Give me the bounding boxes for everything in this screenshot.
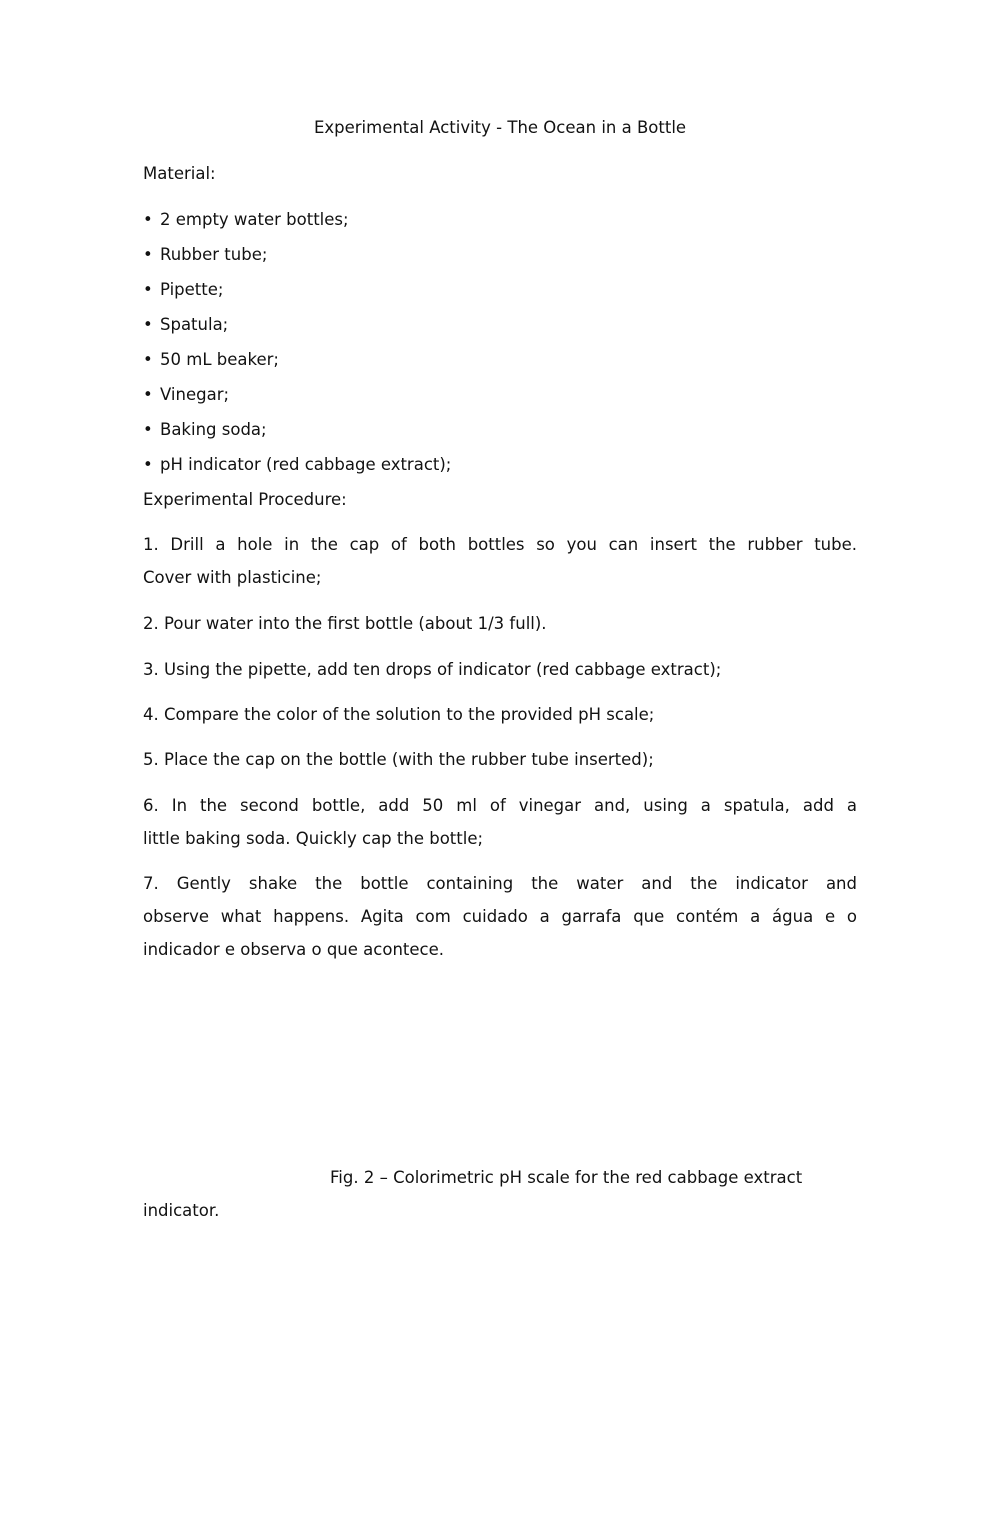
- step-text-line: 2. Pour water into the first bottle (about 1/3 full).: [143, 614, 547, 633]
- list-item-text: pH indicator (red cabbage extract);: [160, 455, 452, 474]
- bullet-icon: •: [143, 350, 153, 369]
- material-heading: Material:: [143, 164, 216, 183]
- step-text-line: Cover with plasticine;: [143, 568, 322, 587]
- material-list: [143, 208, 857, 476]
- caption-line: indicator.: [143, 1201, 220, 1220]
- bullet-icon: •: [143, 385, 153, 404]
- figure-caption: [143, 1161, 857, 1227]
- procedure-step: [143, 653, 857, 686]
- list-item-text: Vinegar;: [160, 385, 230, 404]
- list-item: [143, 453, 857, 476]
- bullet-icon: •: [143, 420, 153, 439]
- bullet-icon: •: [143, 245, 153, 264]
- list-item-text: Baking soda;: [160, 420, 267, 439]
- list-item-text: Pipette;: [160, 280, 224, 299]
- document-page: [0, 116, 1000, 1531]
- list-item: [143, 243, 857, 266]
- procedure-step: [143, 743, 857, 776]
- step-text-line: 5. Place the cap on the bottle (with the rubber tube inserted);: [143, 750, 654, 769]
- step-text-line: 4. Compare the color of the solution to the provided pH scale;: [143, 705, 655, 724]
- document-content: [143, 116, 857, 1227]
- bullet-icon: •: [143, 455, 153, 474]
- list-item: [143, 418, 857, 441]
- bullet-icon: •: [143, 315, 153, 334]
- step-text-line: 3. Using the pipette, add ten drops of indicator (red cabbage extract);: [143, 660, 722, 679]
- step-text-line: 7. Gently shake the bottle containing the water and the indicator and: [143, 874, 857, 893]
- step-text-line: 1. Drill a hole in the cap of both bottles so you can insert the rubber tube.: [143, 535, 857, 554]
- step-text-line: 6. In the second bottle, add 50 ml of vinegar and, using a spatula, add a: [143, 796, 857, 815]
- list-item: [143, 383, 857, 406]
- bullet-icon: •: [143, 210, 153, 229]
- list-item: [143, 208, 857, 231]
- list-item: [143, 313, 857, 336]
- caption-line: Fig. 2 – Colorimetric pH scale for the red cabbage extract: [330, 1168, 803, 1187]
- procedure-step: [143, 867, 857, 966]
- list-item-text: Spatula;: [160, 315, 229, 334]
- procedure-heading: Experimental Procedure:: [143, 490, 347, 509]
- step-text-line: indicador e observa o que acontece.: [143, 940, 444, 959]
- list-item-text: 50 mL beaker;: [160, 350, 279, 369]
- list-item: [143, 348, 857, 371]
- list-item-text: Rubber tube;: [160, 245, 268, 264]
- page-title: Experimental Activity - The Ocean in a Bottle: [313, 118, 687, 137]
- procedure-step: [143, 789, 857, 855]
- list-item-text: 2 empty water bottles;: [160, 210, 349, 229]
- step-text-line: little baking soda. Quickly cap the bottle;: [143, 829, 484, 848]
- procedure-step: [143, 698, 857, 731]
- procedure-step: [143, 607, 857, 640]
- procedure-step: [143, 528, 857, 594]
- bullet-icon: •: [143, 280, 153, 299]
- step-text-line: observe what happens. Agita com cuidado a garrafa que contém a água e o: [143, 907, 857, 926]
- list-item: [143, 278, 857, 301]
